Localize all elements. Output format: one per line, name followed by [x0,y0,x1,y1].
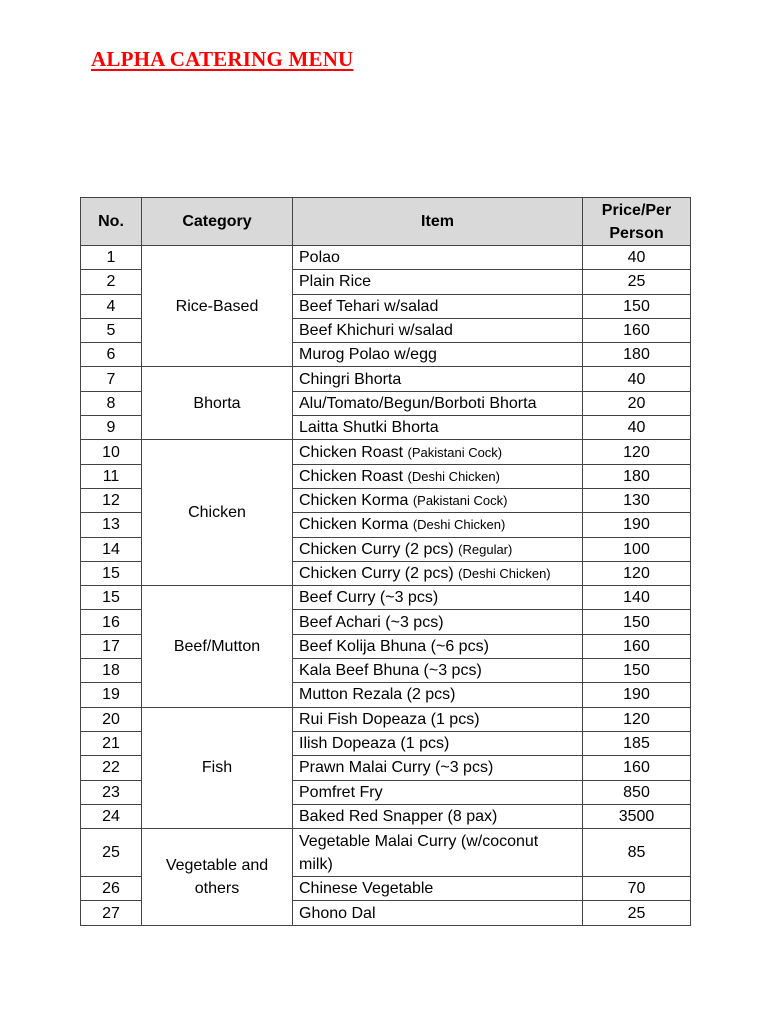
row-number: 5 [81,318,142,342]
price-cell: 100 [583,537,691,561]
row-number: 27 [81,901,142,925]
row-number: 10 [81,440,142,464]
item-cell [293,586,583,610]
item-name: Chinese Vegetable [299,880,434,898]
price-cell: 150 [583,294,691,318]
item-name: Chicken Roast [299,443,404,461]
item-name: Vegetable Malai Curry (w/coconut milk) [299,832,539,873]
item-name: Chicken Curry (2 pcs) [299,540,454,558]
price-cell: 140 [583,586,691,610]
header-price: Price/Per Person [583,198,691,246]
row-number: 1 [81,246,142,270]
item-name: Mutton Rezala (2 pcs) [299,686,456,704]
page-title: ALPHA CATERING MENU [91,47,354,71]
table-row [81,246,691,270]
category-cell: Bhorta [142,367,293,440]
item-cell [293,416,583,440]
item-name: Ilish Dopeaza (1 pcs) [299,735,450,753]
item-cell [293,464,583,488]
table-row [81,440,691,464]
item-name: Baked Red Snapper (8 pax) [299,807,498,825]
item-cell [293,659,583,683]
item-name: Beef Achari (~3 pcs) [299,613,444,631]
item-note: (Pakistani Cock) [412,493,508,509]
item-cell [293,731,583,755]
item-name: Pomfret Fry [299,783,383,801]
item-note: (Pakistani Cock) [407,444,503,460]
item-name: Prawn Malai Curry (~3 pcs) [299,759,494,777]
table-row [81,586,691,610]
price-cell: 180 [583,343,691,367]
row-number: 4 [81,294,142,318]
item-name: Murog Polao w/egg [299,346,437,364]
price-cell: 3500 [583,804,691,828]
item-cell [293,367,583,391]
row-number: 18 [81,659,142,683]
item-cell [293,343,583,367]
item-cell [293,440,583,464]
item-cell [293,488,583,512]
item-cell [293,294,583,318]
row-number: 25 [81,829,142,877]
table-row [81,829,691,877]
category-cell: Rice-Based [142,246,293,367]
price-cell: 190 [583,683,691,707]
row-number: 20 [81,707,142,731]
category-cell: Vegetable and others [142,829,293,926]
item-name: Alu/Tomato/Begun/Borboti Bhorta [299,394,537,412]
row-number: 9 [81,416,142,440]
item-name: Ghono Dal [299,904,376,922]
item-name: Chicken Curry (2 pcs) [299,565,454,582]
price-cell: 150 [583,659,691,683]
item-cell [293,829,583,877]
price-cell: 190 [583,513,691,537]
price-cell: 150 [583,610,691,634]
item-note: (Deshi Chicken) [412,517,506,533]
row-number: 11 [81,464,142,488]
price-cell: 20 [583,391,691,415]
item-note: (Deshi Chicken) [458,566,551,581]
row-number: 26 [81,877,142,901]
menu-table [80,197,691,926]
item-cell [293,561,583,585]
menu-body [81,246,691,926]
item-name: Laitta Shutki Bhorta [299,419,439,437]
row-number: 15 [81,561,142,585]
price-cell: 70 [583,877,691,901]
item-name: Beef Curry (~3 pcs) [299,589,439,607]
item-cell [293,537,583,561]
item-name: Chicken Roast [299,467,404,485]
header-row [81,198,691,246]
row-number: 16 [81,610,142,634]
row-number: 13 [81,513,142,537]
item-name: Chingri Bhorta [299,370,402,388]
item-note: (Regular) [458,541,513,557]
item-name: Chicken Korma [299,516,409,534]
price-cell: 160 [583,318,691,342]
row-number: 6 [81,343,142,367]
row-number: 15 [81,586,142,610]
price-cell: 185 [583,731,691,755]
price-cell: 40 [583,367,691,391]
item-name: Rui Fish Dopeaza (1 pcs) [299,710,480,728]
item-name: Kala Beef Bhuna (~3 pcs) [299,662,482,680]
item-name: Chicken Korma [299,492,409,510]
price-cell: 160 [583,634,691,658]
table-row [81,707,691,731]
item-name: Beef Khichuri w/salad [299,322,453,340]
item-cell [293,877,583,901]
price-cell: 160 [583,756,691,780]
price-cell: 180 [583,464,691,488]
header-no: No. [81,198,142,246]
price-cell: 40 [583,416,691,440]
category-cell: Beef/Mutton [142,586,293,707]
category-cell: Chicken [142,440,293,586]
category-cell: Fish [142,707,293,828]
price-cell: 40 [583,246,691,270]
item-cell [293,780,583,804]
item-cell [293,391,583,415]
item-cell [293,318,583,342]
item-cell [293,270,583,294]
table-row [81,367,691,391]
row-number: 7 [81,367,142,391]
price-cell: 120 [583,707,691,731]
price-cell: 120 [583,561,691,585]
header-category: Category [142,198,293,246]
row-number: 21 [81,731,142,755]
item-cell [293,756,583,780]
row-number: 17 [81,634,142,658]
row-number: 22 [81,756,142,780]
item-cell [293,610,583,634]
row-number: 8 [81,391,142,415]
item-cell [293,246,583,270]
row-number: 2 [81,270,142,294]
header-item: Item [293,198,583,246]
row-number: 12 [81,488,142,512]
item-name: Beef Tehari w/salad [299,297,439,315]
price-cell: 25 [583,270,691,294]
price-cell: 120 [583,440,691,464]
item-name: Beef Kolija Bhuna (~6 pcs) [299,637,489,655]
row-number: 23 [81,780,142,804]
item-cell [293,634,583,658]
row-number: 19 [81,683,142,707]
price-cell: 85 [583,829,691,877]
price-cell: 130 [583,488,691,512]
item-cell [293,707,583,731]
price-cell: 850 [583,780,691,804]
item-cell [293,901,583,925]
item-cell [293,804,583,828]
item-cell [293,683,583,707]
price-cell: 25 [583,901,691,925]
row-number: 14 [81,537,142,561]
item-name: Polao [299,249,340,267]
row-number: 24 [81,804,142,828]
item-note: (Deshi Chicken) [407,468,500,484]
item-cell [293,513,583,537]
item-name: Plain Rice [299,273,372,291]
